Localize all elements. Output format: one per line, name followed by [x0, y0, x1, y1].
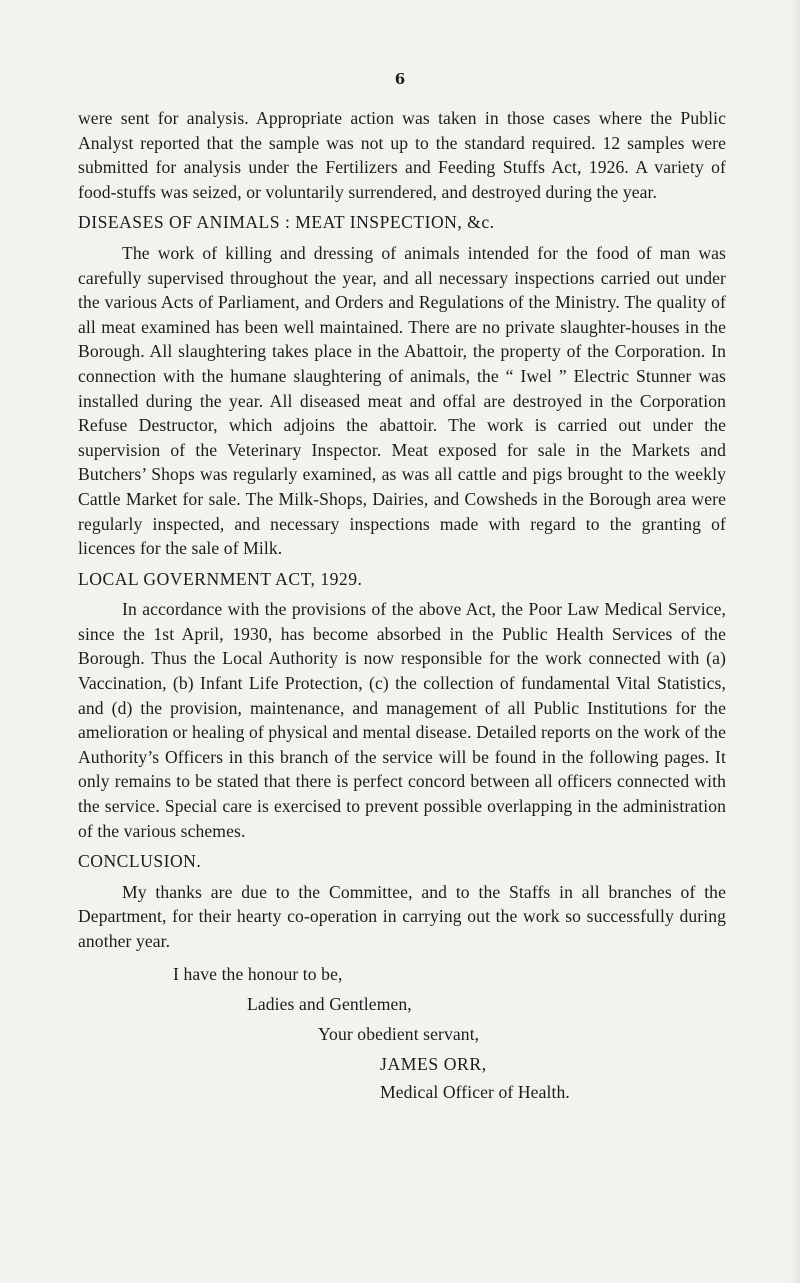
- document-body: [78, 106, 726, 1112]
- page-number: 6: [394, 70, 406, 88]
- paragraph-meat-inspection: The work of killing and dressing of animals intended for the food of man was carefully supervised throughout the year, and all necessary inspections carried out under the various Acts of Parliament, and Orders and Regulations of the Ministry. The quality of all meat examined has been well maintained. There are no private slaughter-houses in the Borough. All slaughtering takes place in the Abattoir, the property of the Corporation. In connection with the humane slaughtering of animals, the “ Iwel ” Electric Stunner was installed during the year. All diseased meat and offal are destroyed in the Corporation Refuse Destructor, which adjoins the abattoir. The work is carried out under the supervision of the Veterinary Inspector. Meat exposed for sale in the Markets and Butchers’ Shops was regularly examined, as was all cattle and pigs brought to the weekly Cattle Market for sale. The Milk-Shops, Dairies, and Cowsheds in the Borough area were regularly inspected, and necessary inspections made with regard to the granting of licences for the sale of Milk.: [78, 242, 726, 559]
- closing-line-servant: Your obedient servant,: [318, 1023, 480, 1044]
- signatory-name: JAMES ORR,: [380, 1053, 487, 1074]
- heading-local-government-act: LOCAL GOVERNMENT ACT, 1929.: [78, 568, 363, 589]
- closing-line-honour: I have the honour to be,: [173, 963, 343, 984]
- page-edge-shadow: [790, 0, 800, 1283]
- heading-diseases-of-animals: DISEASES OF ANIMALS : MEAT INSPECTION, &c.: [78, 212, 495, 233]
- heading-conclusion: CONCLUSION.: [78, 851, 202, 872]
- paragraph-conclusion: My thanks are due to the Committee, and to the Staffs in all branches of the Department, for their hearty co-operation in carrying out the work so successfully during another year.: [78, 881, 726, 951]
- letter-closing: [78, 962, 726, 1112]
- signatory-title: Medical Officer of Health.: [380, 1081, 570, 1102]
- paragraph-sample-analysis: were sent for analysis. Appropriate action was taken in those cases where the Public Analyst reported that the sample was not up to the standard required. 12 samples were submitted for analysis under the Fertilizers and Feeding Stuffs Act, 1926. A variety of food-stuffs was seized, or voluntarily surrendered, and destroyed during the year.: [78, 108, 726, 202]
- paragraph-local-government-act: In accordance with the provisions of the above Act, the Poor Law Medical Service, since the 1st April, 1930, has become absorbed in the Public Health Services of the Borough. Thus the Local Authority is now responsible for the work connected with (a) Vaccination, (b) Infant Life Protection, (c) the collection of fundamental Vital Statistics, and (d) the provision, maintenance, and management of all Public Institutions for the amelioration or healing of physical and mental disease. Detailed reports on the work of the Authority’s Officers in this branch of the service will be found in the following pages. It only remains to be stated that there is perfect concord between all officers connected with the service. Special care is exercised to prevent possible overlapping in the administration of the various schemes.: [78, 599, 726, 841]
- closing-line-salutation: Ladies and Gentlemen,: [247, 993, 412, 1014]
